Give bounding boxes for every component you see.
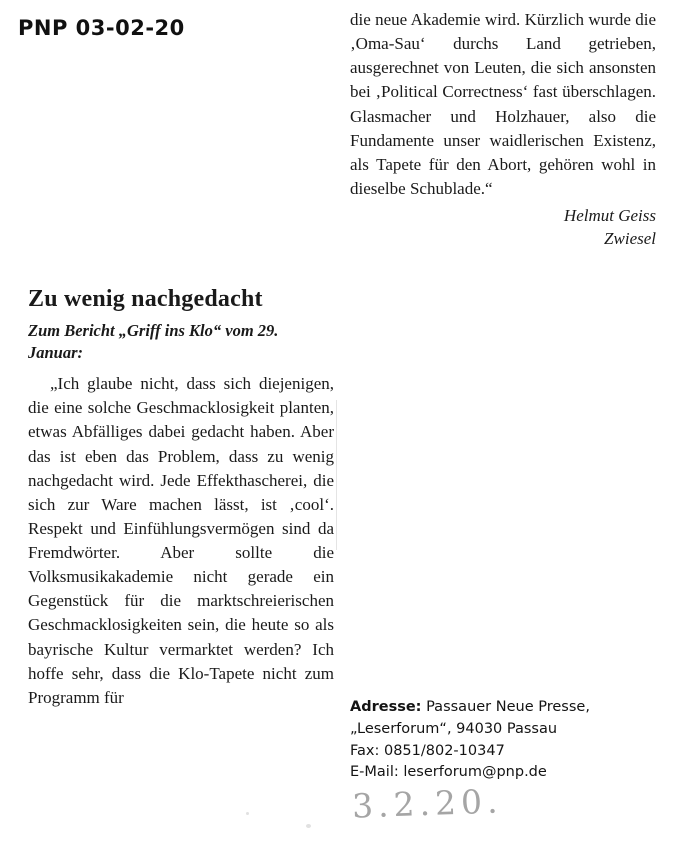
page-stamp: PNP 03-02-20 bbox=[18, 16, 185, 40]
article-body: „Ich glaube nicht, dass sich diejenigen, die eine solche Geschmacklosigkeit planten, etwas Abfälliges dabei gedacht haben. Aber das ist eben das Problem, dass zu wenig nachgedacht wird. Jede Effekthascherei, die sich zur Ware machen lässt, ist ‚cool‘. Respekt und Einfühlungsvermögen sind da Fremdwörter. Aber sollte die Volksmusikakademie nicht gerade ein Gegenstück für die marktschreierischen Geschmacklosigkeiten sein, die heute so als bayrische Kultur vermarktet werden? Ich hoffe sehr, dass die Klo-Tapete nicht zum Programm für bbox=[28, 374, 334, 707]
continuation-paragraph: die neue Akademie wird. Kürzlich wurde die ‚Oma-Sau‘ durchs Land getrieben, ausgerechnet von Leuten, die sich ansonsten bei ‚Political Correctness‘ fast überschlagen. Glasmacher und Holzhauer, also die Fundamente unser waidlerischen Existenz, als Tapete für den Abort, gehören wohl in dieselbe Schublade.“ bbox=[350, 10, 656, 198]
article-title: Zu wenig nachgedacht bbox=[28, 286, 263, 312]
signature-name: Helmut Geiss bbox=[563, 206, 656, 225]
article-intro: Zum Bericht „Griff ins Klo“ vom 29. Januar: bbox=[28, 320, 279, 362]
address-line-2: „Leserforum“, 94030 Passau bbox=[350, 720, 558, 737]
address-label: Adresse: bbox=[350, 699, 422, 715]
scan-speck bbox=[246, 812, 249, 815]
handwritten-date: 3.2.20. bbox=[351, 781, 504, 826]
letter-signature bbox=[350, 205, 656, 251]
address-line-1-rest: Passauer Neue Presse, bbox=[421, 699, 590, 715]
signature-place: Zwiesel bbox=[604, 228, 656, 248]
address-block bbox=[350, 697, 660, 784]
right-column bbox=[350, 8, 656, 251]
address-line-1 bbox=[350, 697, 660, 719]
address-line-4: E-Mail: leserforum@pnp.de bbox=[350, 764, 547, 781]
left-column bbox=[28, 286, 334, 710]
scan-speck bbox=[306, 824, 311, 828]
address-line-3: Fax: 0851/802-10347 bbox=[350, 742, 505, 759]
scan-hairline bbox=[336, 400, 337, 550]
